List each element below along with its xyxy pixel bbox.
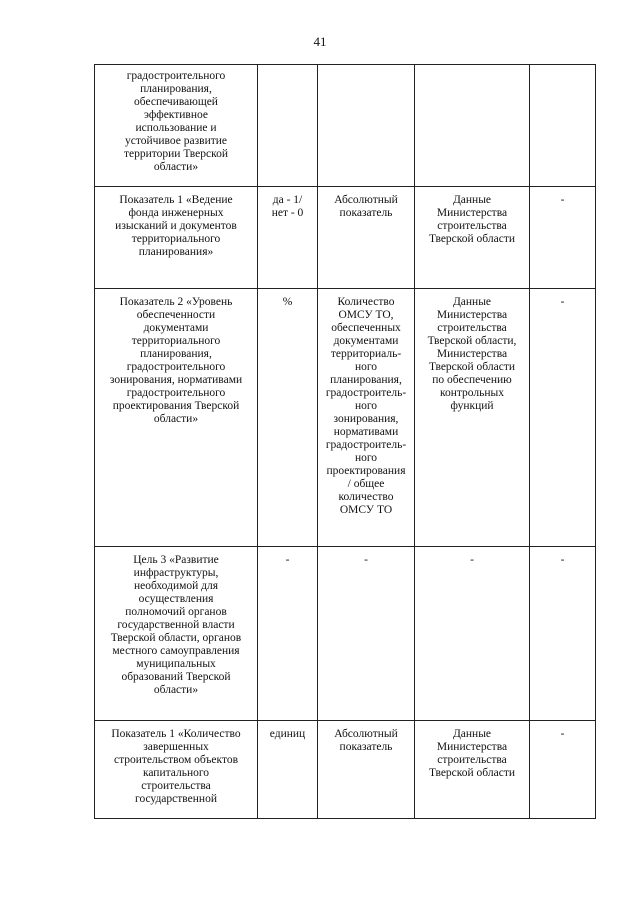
- note-cell: -: [530, 289, 596, 547]
- table-row: [95, 65, 596, 187]
- method-cell: Абсолютный показатель: [318, 721, 415, 819]
- method-cell: -: [318, 547, 415, 721]
- table-row: [95, 547, 596, 721]
- unit-cell: да - 1/ нет - 0: [258, 187, 318, 289]
- method-cell: [318, 65, 415, 187]
- table-row: [95, 289, 596, 547]
- indicator-name-cell: Показатель 1 «Ведение фонда инженерных изысканий и документов территориального планирования»: [95, 187, 258, 289]
- indicators-table: [94, 64, 596, 819]
- indicator-name-cell: Показатель 2 «Уровень обеспеченности документами территориального планирования, градостроительного зонирования, нормативами градостроительного проектирования Тверской области»: [95, 289, 258, 547]
- indicator-name-cell: Цель 3 «Развитие инфраструктуры, необходимой для осуществления полномочий органов государственной власти Тверской области, органов местного самоуправления муниципальных образований Тверской области»: [95, 547, 258, 721]
- table-row: [95, 721, 596, 819]
- source-cell: Данные Министерства строительства Тверской области, Министерства Тверской области по обеспечению контрольных функций: [415, 289, 530, 547]
- method-cell: Количество ОМСУ ТО, обеспеченных документами территориаль- ного планирования, градостроитель- ного зонирования, нормативами градостроитель- ного проектирования / общее количество ОМСУ ТО: [318, 289, 415, 547]
- method-cell: Абсолютный показатель: [318, 187, 415, 289]
- unit-cell: -: [258, 547, 318, 721]
- note-cell: -: [530, 721, 596, 819]
- unit-cell: [258, 65, 318, 187]
- source-cell: Данные Министерства строительства Тверской области: [415, 721, 530, 819]
- source-cell: -: [415, 547, 530, 721]
- table-row: [95, 187, 596, 289]
- page-number: 41: [313, 34, 327, 49]
- source-cell: Данные Министерства строительства Тверской области: [415, 187, 530, 289]
- source-cell: [415, 65, 530, 187]
- note-cell: [530, 65, 596, 187]
- note-cell: -: [530, 547, 596, 721]
- unit-cell: единиц: [258, 721, 318, 819]
- indicator-name-cell: Показатель 1 «Количество завершенных строительством объектов капитального строительства государственной: [95, 721, 258, 819]
- note-cell: -: [530, 187, 596, 289]
- indicator-name-cell: градостроительного планирования, обеспечивающей эффективное использование и устойчивое развитие территории Тверской области»: [95, 65, 258, 187]
- unit-cell: %: [258, 289, 318, 547]
